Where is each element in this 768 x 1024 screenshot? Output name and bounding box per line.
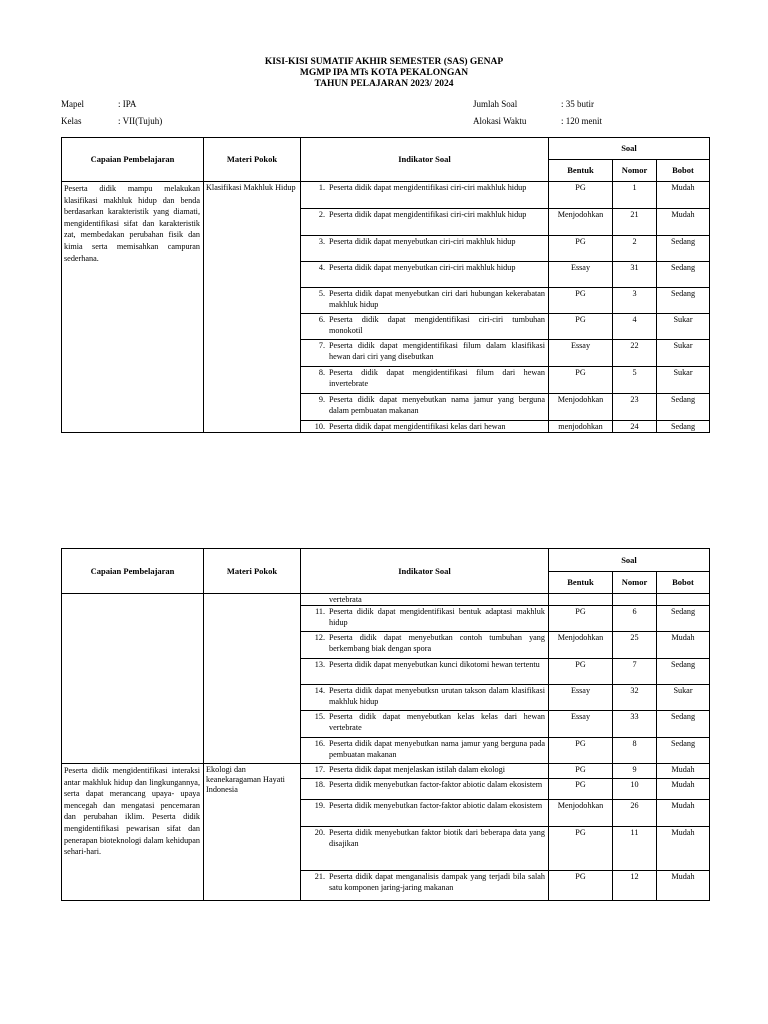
col-indikator: Indikator Soal — [301, 549, 549, 594]
nomor-cell: 25 — [613, 632, 657, 659]
col-capaian: Capaian Pembelajaran — [62, 549, 204, 594]
indicator-text: Peserta didik dapat mengidentifikasi filum dalam klasifikasi hewan dari ciri yang disebutkan — [329, 341, 545, 361]
bobot-cell: Mudah — [657, 632, 710, 659]
nomor-cell: 1 — [613, 182, 657, 209]
indicator-number: 20. — [314, 828, 325, 837]
bobot-cell: Sedang — [657, 262, 710, 288]
indicator-text: Peserta didik dapat menyebutksn urutan takson dalam klasifikasi makhluk hidup — [329, 686, 545, 706]
indicator-cell — [301, 827, 549, 871]
jumlah-soal-label: Jumlah Soal — [473, 99, 518, 109]
indicator — [301, 394, 548, 416]
indicator-cell — [301, 421, 549, 433]
nomor-cell: 23 — [613, 394, 657, 421]
bentuk-cell: Essay — [549, 340, 613, 367]
bobot-cell: Sukar — [657, 685, 710, 711]
materi-cell: Ekologi dan keanekaragaman Hayati Indonesia — [204, 764, 301, 901]
bentuk-cell: Menjodohkan — [549, 800, 613, 827]
bentuk-cell: Menjodohkan — [549, 632, 613, 659]
indicator-number: 5. — [318, 289, 325, 298]
indicator — [301, 711, 548, 733]
bobot-cell: Sedang — [657, 738, 710, 764]
doc-title: KISI-KISI SUMATIF AKHIR SEMESTER (SAS) GENAP — [264, 57, 504, 67]
indicator-number: 17. — [314, 765, 325, 774]
indicator-cell — [301, 209, 549, 236]
bobot-cell: Mudah — [657, 827, 710, 871]
indicator-number: 6. — [318, 315, 325, 324]
bentuk-cell — [549, 594, 613, 606]
bobot-cell: Mudah — [657, 779, 710, 800]
indicator-text: Peserta didik dapat menyebutkan kunci dikotomi hewan tertentu — [329, 660, 540, 669]
kelas-label: Kelas — [61, 116, 82, 126]
bobot-cell: Sedang — [657, 659, 710, 685]
indicator — [301, 779, 548, 790]
indicator-number: 16. — [314, 739, 325, 748]
bentuk-cell: PG — [549, 182, 613, 209]
kelas-value: : VII(Tujuh) — [118, 116, 163, 126]
indicator — [301, 594, 548, 605]
nomor-cell: 2 — [613, 236, 657, 262]
bobot-cell: Sedang — [657, 288, 710, 314]
kisi-table-page1 — [61, 137, 710, 433]
indicator-text: Peserta didik dapat menganalisis dampak yang terjadi bila salah satu komponen jaring-jaring makanan — [329, 872, 545, 892]
indicator — [301, 685, 548, 707]
bentuk-cell: PG — [549, 764, 613, 779]
indicator-text: Peserta didik dapat menyebutkan nama jamur yang berguna pada pembuatan makanan — [329, 739, 545, 759]
bobot-cell: Sedang — [657, 394, 710, 421]
indicator-text: Peserta didik dapat menyebutkan ciri dari hubungan kekerabatan makhluk hidup — [329, 289, 545, 309]
bentuk-cell: PG — [549, 606, 613, 632]
col-indikator: Indikator Soal — [301, 138, 549, 182]
nomor-cell — [613, 594, 657, 606]
indicator — [301, 827, 548, 849]
continuation-row — [62, 594, 710, 606]
alokasi-waktu-label: Alokasi Waktu — [473, 116, 527, 126]
indicator-cell — [301, 182, 549, 209]
bentuk-cell: Essay — [549, 711, 613, 738]
materi-cell-empty — [204, 594, 301, 764]
bentuk-cell: PG — [549, 779, 613, 800]
indicator-text: Peserta didik dapat menyebutkan nama jamur yang berguna dalam pembuatan makanan — [329, 395, 545, 415]
bentuk-cell: PG — [549, 871, 613, 901]
bentuk-cell: PG — [549, 236, 613, 262]
indicator-cell — [301, 262, 549, 288]
materi-cell: Klasifikasi Makhluk Hidup — [204, 182, 301, 433]
indicator — [301, 182, 548, 193]
bobot-cell: Mudah — [657, 871, 710, 901]
indicator-text: Peserta didik dapat menyebutkan ciri-ciri makhluk hidup — [329, 263, 516, 272]
indicator-text: Peserta didik menyebutkan factor-faktor abiotic dalam ekosistem — [329, 801, 543, 810]
indicator-number: 8. — [318, 368, 325, 377]
indicator — [301, 340, 548, 362]
indicator-cell — [301, 632, 549, 659]
indicator — [301, 659, 548, 670]
indicator-number: 21. — [314, 872, 325, 881]
nomor-cell: 7 — [613, 659, 657, 685]
nomor-cell: 10 — [613, 779, 657, 800]
indicator-text: Peserta didik dapat mengidentifikasi ciri-ciri makhluk hidup — [329, 210, 527, 219]
bentuk-cell: Essay — [549, 262, 613, 288]
bobot-cell: Mudah — [657, 209, 710, 236]
bentuk-cell: menjodohkan — [549, 421, 613, 433]
indicator-text: Peserta didik dapat mengidentifikasi filum dari hewan invertebrate — [329, 368, 545, 388]
indicator — [301, 236, 548, 247]
indicator-number: 7. — [318, 341, 325, 350]
col-materi: Materi Pokok — [204, 549, 301, 594]
indicator-cell — [301, 606, 549, 632]
indicator — [301, 209, 548, 220]
table2-body — [62, 594, 710, 901]
indicator-number: 15. — [314, 712, 325, 721]
indicator — [301, 314, 548, 336]
nomor-cell: 6 — [613, 606, 657, 632]
capaian-cell: Peserta didik mengidentifikasi interaksi antar makhluk hidup dan lingkungannya, serta dapat merancang upaya- upaya mencegah dan mengatasi pencemaran dan perubahan iklim. Peserta didik mengidentifikasi pewarisan sifat dan penerapan bioteknologi dalam kehidupan sehari-hari. — [62, 764, 204, 901]
col-bentuk: Bentuk — [549, 160, 613, 182]
indicator-text: Peserta didik dapat menjelaskan istilah dalam ekologi — [329, 765, 505, 774]
nomor-cell: 11 — [613, 827, 657, 871]
indicator-number: 18. — [314, 780, 325, 789]
indicator-cell — [301, 738, 549, 764]
bentuk-cell: PG — [549, 367, 613, 394]
bobot-cell: Mudah — [657, 764, 710, 779]
col-bentuk: Bentuk — [549, 572, 613, 594]
nomor-cell: 33 — [613, 711, 657, 738]
indicator-cell — [301, 594, 549, 606]
bobot-cell: Sedang — [657, 711, 710, 738]
indicator-number: 3. — [318, 237, 325, 246]
indicator-text: Peserta didik dapat mengidentifikasi ciri-ciri makhluk hidup — [329, 183, 527, 192]
indicator-cell — [301, 779, 549, 800]
indicator-text: Peserta didik menyebutkan faktor biotik dari beberapa data yang disajikan — [329, 828, 545, 848]
doc-year: TAHUN PELAJARAN 2023/ 2024 — [314, 79, 454, 89]
indicator-cell — [301, 800, 549, 827]
indicator-continuation: vertebrata — [329, 595, 362, 604]
indicator-cell — [301, 236, 549, 262]
indicator-cell — [301, 764, 549, 779]
indicator-number: 9. — [318, 395, 325, 404]
col-soal: Soal — [549, 549, 710, 572]
bentuk-cell: PG — [549, 827, 613, 871]
indicator-text: Peserta didik dapat mengidentifikasi bentuk adaptasi makhluk hidup — [329, 607, 545, 627]
bobot-cell: Mudah — [657, 800, 710, 827]
alokasi-waktu-value: : 120 menit — [561, 116, 602, 126]
col-nomor: Nomor — [613, 572, 657, 594]
nomor-cell: 8 — [613, 738, 657, 764]
indicator-number-blank — [301, 594, 329, 605]
bentuk-cell: Essay — [549, 685, 613, 711]
col-materi: Materi Pokok — [204, 138, 301, 182]
indicator-text: Peserta didik dapat menyebutkan contoh tumbuhan yang berkembang biak dengan spora — [329, 633, 545, 653]
indicator-cell — [301, 394, 549, 421]
indicator-text: Peserta didik dapat mengidentifikasi kelas dari hewan — [329, 422, 506, 431]
bobot-cell: Mudah — [657, 182, 710, 209]
indicator-number: 1. — [318, 183, 325, 192]
indicator — [301, 288, 548, 310]
indicator-number: 11. — [315, 607, 325, 616]
kisi-table-page2 — [61, 548, 710, 901]
capaian-cell-empty — [62, 594, 204, 764]
indicator-number: 10. — [314, 422, 325, 431]
bobot-cell: Sedang — [657, 606, 710, 632]
indicator-number: 14. — [314, 686, 325, 695]
nomor-cell: 5 — [613, 367, 657, 394]
bentuk-cell: PG — [549, 288, 613, 314]
nomor-cell: 4 — [613, 314, 657, 340]
col-soal: Soal — [549, 138, 710, 160]
indicator-cell — [301, 367, 549, 394]
indicator — [301, 421, 548, 432]
nomor-cell: 32 — [613, 685, 657, 711]
indicator-number: 2. — [318, 210, 325, 219]
indicator-number: 13. — [314, 660, 325, 669]
nomor-cell: 26 — [613, 800, 657, 827]
nomor-cell: 12 — [613, 871, 657, 901]
indicator-cell — [301, 711, 549, 738]
nomor-cell: 22 — [613, 340, 657, 367]
bobot-cell: Sedang — [657, 421, 710, 433]
col-nomor: Nomor — [613, 160, 657, 182]
mapel-label: Mapel — [61, 99, 84, 109]
indicator-number: 12. — [314, 633, 325, 642]
col-capaian: Capaian Pembelajaran — [62, 138, 204, 182]
bobot-cell: Sukar — [657, 367, 710, 394]
indicator-cell — [301, 314, 549, 340]
bobot-cell: Sedang — [657, 236, 710, 262]
indicator-cell — [301, 340, 549, 367]
nomor-cell: 24 — [613, 421, 657, 433]
table-row — [62, 182, 710, 209]
indicator — [301, 871, 548, 893]
indicator — [301, 367, 548, 389]
indicator-cell — [301, 685, 549, 711]
bentuk-cell: PG — [549, 659, 613, 685]
bentuk-cell: Menjodohkan — [549, 394, 613, 421]
document-header — [0, 57, 768, 90]
bobot-cell: Sukar — [657, 314, 710, 340]
indicator-number: 19. — [314, 801, 325, 810]
indicator-text: Peserta didik dapat menyebutkan kelas kelas dari hewan vertebrate — [329, 712, 545, 732]
col-bobot: Bobot — [657, 160, 710, 182]
indicator — [301, 606, 548, 628]
indicator — [301, 800, 548, 811]
bobot-cell: Sukar — [657, 340, 710, 367]
nomor-cell: 21 — [613, 209, 657, 236]
indicator — [301, 764, 548, 775]
indicator-text: Peserta didik dapat mengidentifikasi ciri-ciri tumbuhan monokotil — [329, 315, 545, 335]
col-bobot: Bobot — [657, 572, 710, 594]
indicator — [301, 738, 548, 760]
table-row — [62, 764, 710, 779]
nomor-cell: 3 — [613, 288, 657, 314]
table1-body — [62, 182, 710, 433]
indicator-cell — [301, 659, 549, 685]
nomor-cell: 31 — [613, 262, 657, 288]
indicator — [301, 262, 548, 273]
indicator-text: Peserta didik dapat menyebutkan ciri-ciri makhluk hidup — [329, 237, 516, 246]
bentuk-cell: PG — [549, 314, 613, 340]
nomor-cell: 9 — [613, 764, 657, 779]
indicator — [301, 632, 548, 654]
capaian-cell: Peserta didik mampu melakukan klasifikasi makhluk hidup dan benda berdasarkan karakteristik yang diamati, mengidentifikasi sifat dan karakteristik zat, membedakan perubahan fisik dan kimia serta memisahkan campuran sederhana. — [62, 182, 204, 433]
bobot-cell — [657, 594, 710, 606]
mapel-value: : IPA — [118, 99, 137, 109]
doc-subtitle: MGMP IPA MTs KOTA PEKALONGAN — [299, 68, 469, 78]
indicator-cell — [301, 288, 549, 314]
bentuk-cell: Menjodohkan — [549, 209, 613, 236]
jumlah-soal-value: : 35 butir — [561, 99, 594, 109]
indicator-number: 4. — [318, 263, 325, 272]
indicator-cell — [301, 871, 549, 901]
indicator-text: Peserta didik menyebutkan factor-faktor abiotic dalam ekosistem — [329, 780, 543, 789]
bentuk-cell: PG — [549, 738, 613, 764]
